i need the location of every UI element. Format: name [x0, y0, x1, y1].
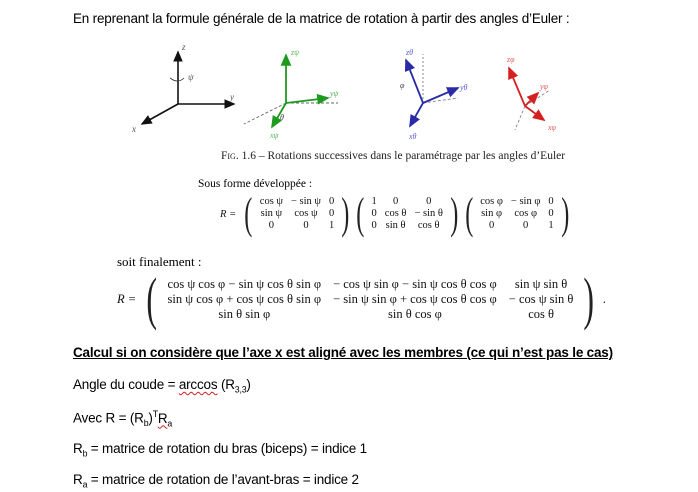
rb-sub: b	[82, 448, 88, 459]
svg-text:xθ: xθ	[409, 132, 417, 141]
diagram-phi-frame	[506, 55, 557, 132]
matrix-phi: cos φ − sin φ 0 sin φ cos φ 0 0 0 1	[480, 196, 554, 231]
expanded-equation	[220, 189, 572, 238]
rb-text: = matrice de rotation du bras (biceps) = indice 1	[87, 441, 367, 456]
paren-open-3: (	[464, 189, 473, 238]
svg-text:xψ: xψ	[270, 131, 279, 140]
transpose-sup: T	[152, 409, 158, 419]
avec-prefix: Avec R = (R	[73, 410, 144, 426]
paren-close-2: )	[450, 189, 459, 238]
diagram-initial-frame	[131, 42, 234, 134]
diagram-theta-frame	[400, 48, 468, 141]
svg-text:θ: θ	[280, 113, 284, 122]
paren-close-1: )	[341, 189, 350, 238]
angle-arg-sub: 3,3	[234, 384, 247, 395]
euler-rotation-figure	[120, 40, 590, 145]
angle-prefix: Angle du coude =	[73, 377, 179, 392]
rb-symbol: R	[73, 441, 83, 456]
svg-text:zψ: zψ	[291, 48, 300, 57]
arccos-word: arccos	[178, 377, 218, 392]
final-period: .	[602, 291, 606, 306]
svg-text:zφ: zφ	[507, 55, 515, 64]
caption-number: 1.6	[241, 150, 256, 162]
svg-text:yφ: yφ	[540, 82, 548, 91]
matrix-final: cos ψ cos φ − sin ψ cos θ sin φ − cos ψ sin φ − sin ψ cos θ cos φ sin ψ sin θ sin ψ cos φ + cos ψ cos θ sin φ − sin ψ sin φ + cos ψ cos θ cos φ − cos ψ sin θ sin θ sin φ sin θ cos φ cos θ	[167, 276, 574, 321]
figure-caption	[221, 150, 565, 162]
final-label: soit finalement :	[117, 254, 202, 269]
paren-open-2: (	[356, 189, 365, 238]
svg-text:y: y	[230, 92, 234, 102]
svg-text:yψ: yψ	[330, 89, 339, 98]
angle-arg-close: )	[246, 377, 251, 392]
paren-open-1: (	[244, 189, 253, 238]
ra-sub: a	[82, 479, 88, 490]
avec-sub-b: b	[143, 418, 149, 429]
svg-text:x: x	[132, 124, 136, 134]
calc-heading: Calcul si on considère que l’axe x est aligné avec les membres (ce qui n’est pas le cas)	[73, 345, 613, 360]
svg-text:φ: φ	[400, 81, 405, 90]
svg-text:xφ: xφ	[548, 123, 556, 132]
final-lhs: R =	[117, 291, 137, 306]
svg-text:z: z	[182, 42, 186, 52]
caption-text: – Rotations successives dans le paramétrage par les angles d’Euler	[258, 150, 566, 162]
matrix-psi: cos ψ − sin ψ 0 sin ψ cos ψ 0 0 0 1	[259, 196, 335, 231]
avec-close-paren: )	[148, 410, 153, 426]
paren-close-3: )	[560, 189, 570, 238]
caption-prefix: Fig.	[221, 150, 239, 162]
svg-text:zθ: zθ	[406, 48, 414, 57]
ra-definition	[73, 472, 359, 490]
matrix-theta: 1 0 0 0 cos θ − sin θ 0 sin θ cos θ	[371, 196, 443, 231]
svg-text:yθ: yθ	[460, 83, 468, 92]
ra-text: = matrice de rotation de l’avant-bras = indice 2	[87, 472, 359, 487]
svg-text:ψ: ψ	[188, 72, 194, 82]
angle-line	[73, 377, 251, 395]
axis-diagrams-icon	[120, 40, 590, 145]
avec-line	[73, 409, 172, 428]
diagram-psi-frame	[244, 48, 340, 140]
expanded-label: Sous forme développée :	[198, 178, 313, 190]
final-equation	[117, 266, 606, 331]
avec-r: R	[157, 410, 168, 426]
avec-sub-a: a	[167, 418, 173, 429]
paren-close-final: )	[583, 266, 595, 331]
intro-text: En reprenant la formule générale de la matrice de rotation à partir des angles d’Euler :	[73, 11, 570, 26]
angle-arg-open: (R	[217, 377, 235, 392]
expanded-lhs: R =	[220, 208, 237, 220]
paren-open-final: (	[146, 266, 158, 331]
ra-symbol: R	[73, 472, 83, 487]
rb-definition	[73, 441, 367, 459]
